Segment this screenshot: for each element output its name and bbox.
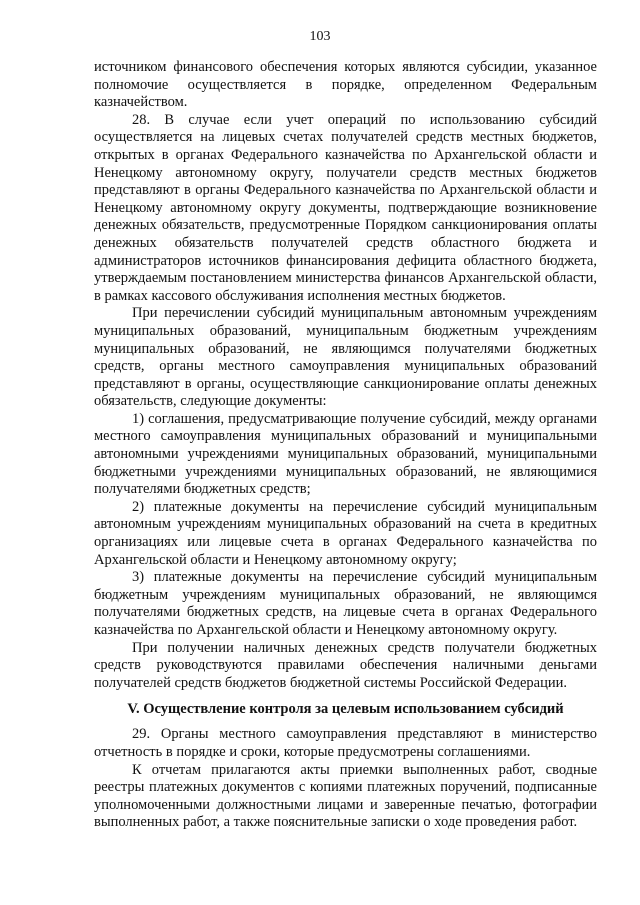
- section-heading: V. Осуществление контроля за целевым использованием субсидий: [127, 701, 564, 718]
- paragraph-reports-attachments: К отчетам прилагаются акты приемки выполненных работ, сводные реестры платежных документов с копиями платежных поручений, подписанные уполномоченными должностными лицами и заверенные печатью, фотографии выполненных работ, а также пояснительные записки о ходе проведения работ.: [94, 761, 597, 831]
- paragraph-item-29: 29. Органы местного самоуправления представляют в министерство отчетность в порядке и сроки, которые предусмотрены соглашениями.: [94, 726, 597, 760]
- document-body: [94, 59, 597, 832]
- paragraph-transfer-subsidies: При перечислении субсидий муниципальным автономным учреждениям муниципальных образований, муниципальным бюджетным учреждениям муниципальных образований, не являющимся получателями бюджетных средств, органы местного самоуправления муниципальных образований представляют в органы, осуществляющие санкционирование оплаты денежных обязательств, следующие документы:: [94, 305, 597, 410]
- page-number: 103: [309, 29, 331, 44]
- list-item-1: 1) соглашения, предусматривающие получение субсидий, между органами местного самоуправления муниципальных образований и муниципальными автономными учреждениями муниципальных образований, муниципальными бюджетными учреждениями муниципальных образований, не являющимися получателями бюджетных средств;: [94, 410, 597, 498]
- paragraph-continuation: источником финансового обеспечения которых являются субсидии, указанное полномочие осуществляется в порядке, определенном Федеральным казначейством.: [94, 59, 597, 111]
- paragraph-cash-funds: При получении наличных денежных средств получатели бюджетных средств руководствуются правилами обеспечения наличными деньгами получателей средств бюджетов бюджетной системы Российской Федерации.: [94, 639, 597, 691]
- list-item-2: 2) платежные документы на перечисление субсидий муниципальным автономным учреждениям муниципальных образований на счета в кредитных организациях или лицевые счета в органах Федерального казначейства по Архангельской области и Ненецкому автономному округу;: [94, 498, 597, 568]
- paragraph-item-28: 28. В случае если учет операций по использованию субсидий осуществляется на лицевых счетах получателей средств местных бюджетов, открытых в органах Федерального казначейства по Архангельской области и Ненецкому автономному округу, получатели средств местных бюджетов представляют в органы Федерального казначейства по Архангельской области и Ненецкому автономному округу документы, подтверждающие возникновение денежных обязательств, предусмотренные Порядком санкционирования оплаты денежных обязательств получателей средств областного бюджета и администраторов источников финансирования дефицита областного бюджета, утверждаемым постановлением министерства финансов Архангельской области, в рамках кассового обслуживания исполнения местных бюджетов.: [94, 111, 597, 304]
- list-item-3: 3) платежные документы на перечисление субсидий муниципальным бюджетным учреждениям муниципальных образований, не являющимся получателями бюджетных средств, на лицевые счета в органах Федерального казначейства по Архангельской области и Ненецкому автономному округу.: [94, 569, 597, 638]
